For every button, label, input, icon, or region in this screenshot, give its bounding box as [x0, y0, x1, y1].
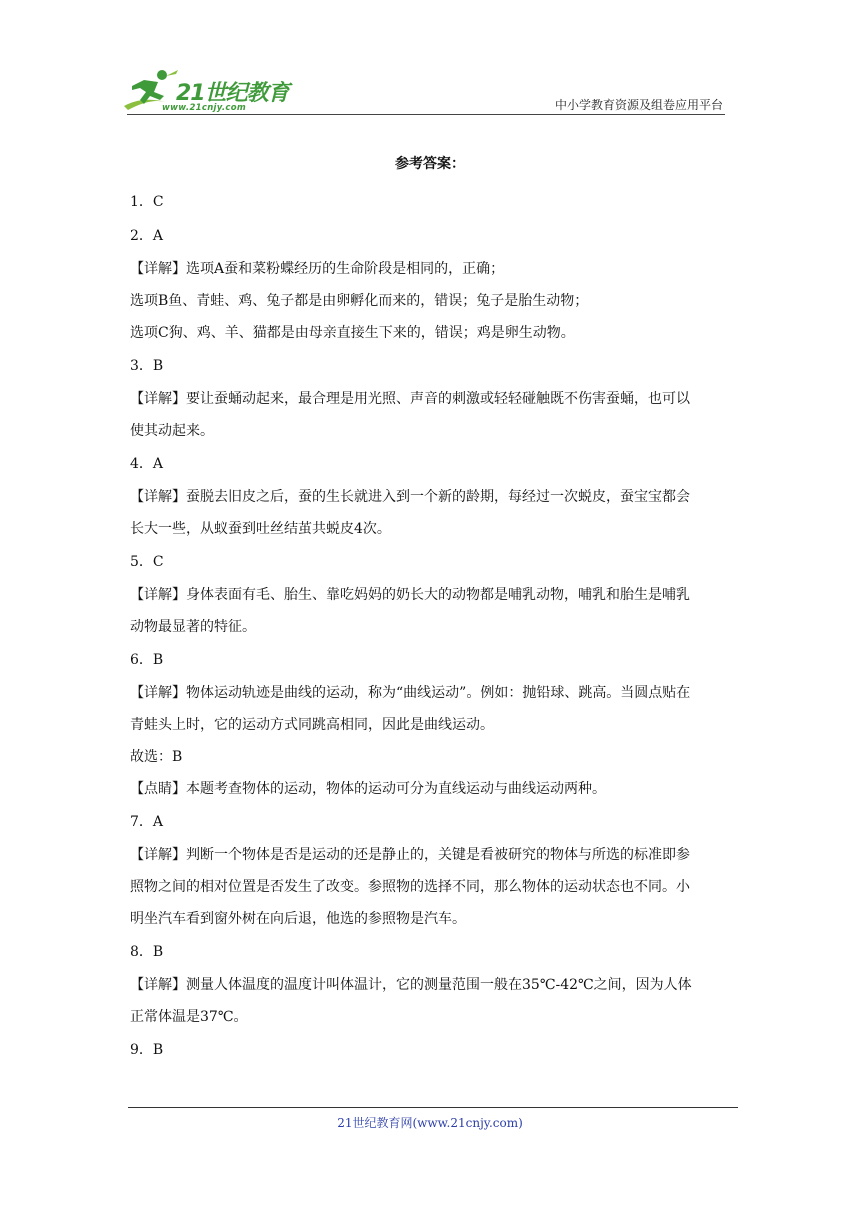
- answer-line: 【详解】判断一个物体是否是运动的还是静止的，关键是看被研究的物体与所选的标准即参: [130, 847, 690, 863]
- answer-line: 长大一些，从蚁蚕到吐丝结茧共蜕皮4次。: [130, 521, 391, 537]
- answer-line: 动物最显著的特征。: [130, 619, 256, 635]
- answer-line: 【详解】身体表面有毛、胎生、靠吃妈妈的奶长大的动物都是哺乳动物，哺乳和胎生是哺乳: [130, 587, 690, 603]
- footer-divider: [128, 1107, 738, 1108]
- header-divider: [127, 114, 725, 115]
- answer-line: 【详解】测量人体温度的温度计叫体温计，它的测量范围一般在35℃-42℃之间，因为人体: [130, 977, 692, 993]
- answer-line: 【详解】要让蚕蛹动起来，最合理是用光照、声音的刺激或轻轻碰触既不伤害蚕蛹，也可以: [130, 391, 690, 407]
- answer-content: [130, 153, 730, 1067]
- platform-name: 中小学教育资源及组卷应用平台: [554, 98, 723, 112]
- logo-url: www.21cnjy.com: [162, 103, 246, 113]
- answer-line: 选项C狗、鸡、羊、猫都是由母亲直接生下来的，错误；鸡是卵生动物。: [130, 325, 575, 341]
- answer-line: 故选：B: [130, 749, 183, 765]
- answer-line: 【详解】物体运动轨迹是曲线的运动，称为“曲线运动”。例如：抛铅球、跳高。当圆点贴在: [130, 685, 691, 701]
- answer-line: 青蛙头上时，它的运动方式同跳高相同，因此是曲线运动。: [130, 717, 494, 733]
- answer-line: 照物之间的相对位置是否发生了改变。参照物的选择不同，那么物体的运动状态也不同。小: [130, 879, 690, 895]
- answer-line: 使其动起来。: [130, 423, 214, 439]
- answer-line: 1．C: [130, 194, 164, 210]
- answer-line: 7．A: [130, 814, 164, 830]
- answer-line: 明坐汽车看到窗外树在向后退，他选的参照物是汽车。: [130, 911, 466, 927]
- answer-line: 【点睛】本题考查物体的运动，物体的运动可分为直线运动与曲线运动两种。: [130, 781, 606, 797]
- page-title: 参考答案：: [395, 156, 465, 172]
- page-header: [0, 0, 860, 120]
- answer-line: 5．C: [130, 554, 164, 570]
- answer-line: 正常体温是37℃。: [130, 1009, 248, 1025]
- footer-link[interactable]: 21世纪教育网(www.21cnjy.com): [337, 1116, 523, 1130]
- answer-line: 【详解】选项A蚕和菜粉蝶经历的生命阶段是相同的，正确；: [130, 261, 505, 277]
- answer-line: 6．B: [130, 652, 164, 668]
- site-logo[interactable]: [122, 66, 292, 118]
- logo-text: 21世纪教育: [176, 81, 289, 106]
- answer-line: 9．B: [130, 1042, 164, 1058]
- answer-line: 8．B: [130, 944, 164, 960]
- answer-line: 【详解】蚕脱去旧皮之后，蚕的生长就进入到一个新的龄期，每经过一次蜕皮，蚕宝宝都会: [130, 489, 690, 505]
- answer-line: 2．A: [130, 228, 164, 244]
- answer-line: 3．B: [130, 358, 164, 374]
- answer-line: 4．A: [130, 456, 164, 472]
- answer-line: 选项B鱼、青蛙、鸡、兔子都是由卵孵化而来的，错误；兔子是胎生动物；: [130, 293, 589, 309]
